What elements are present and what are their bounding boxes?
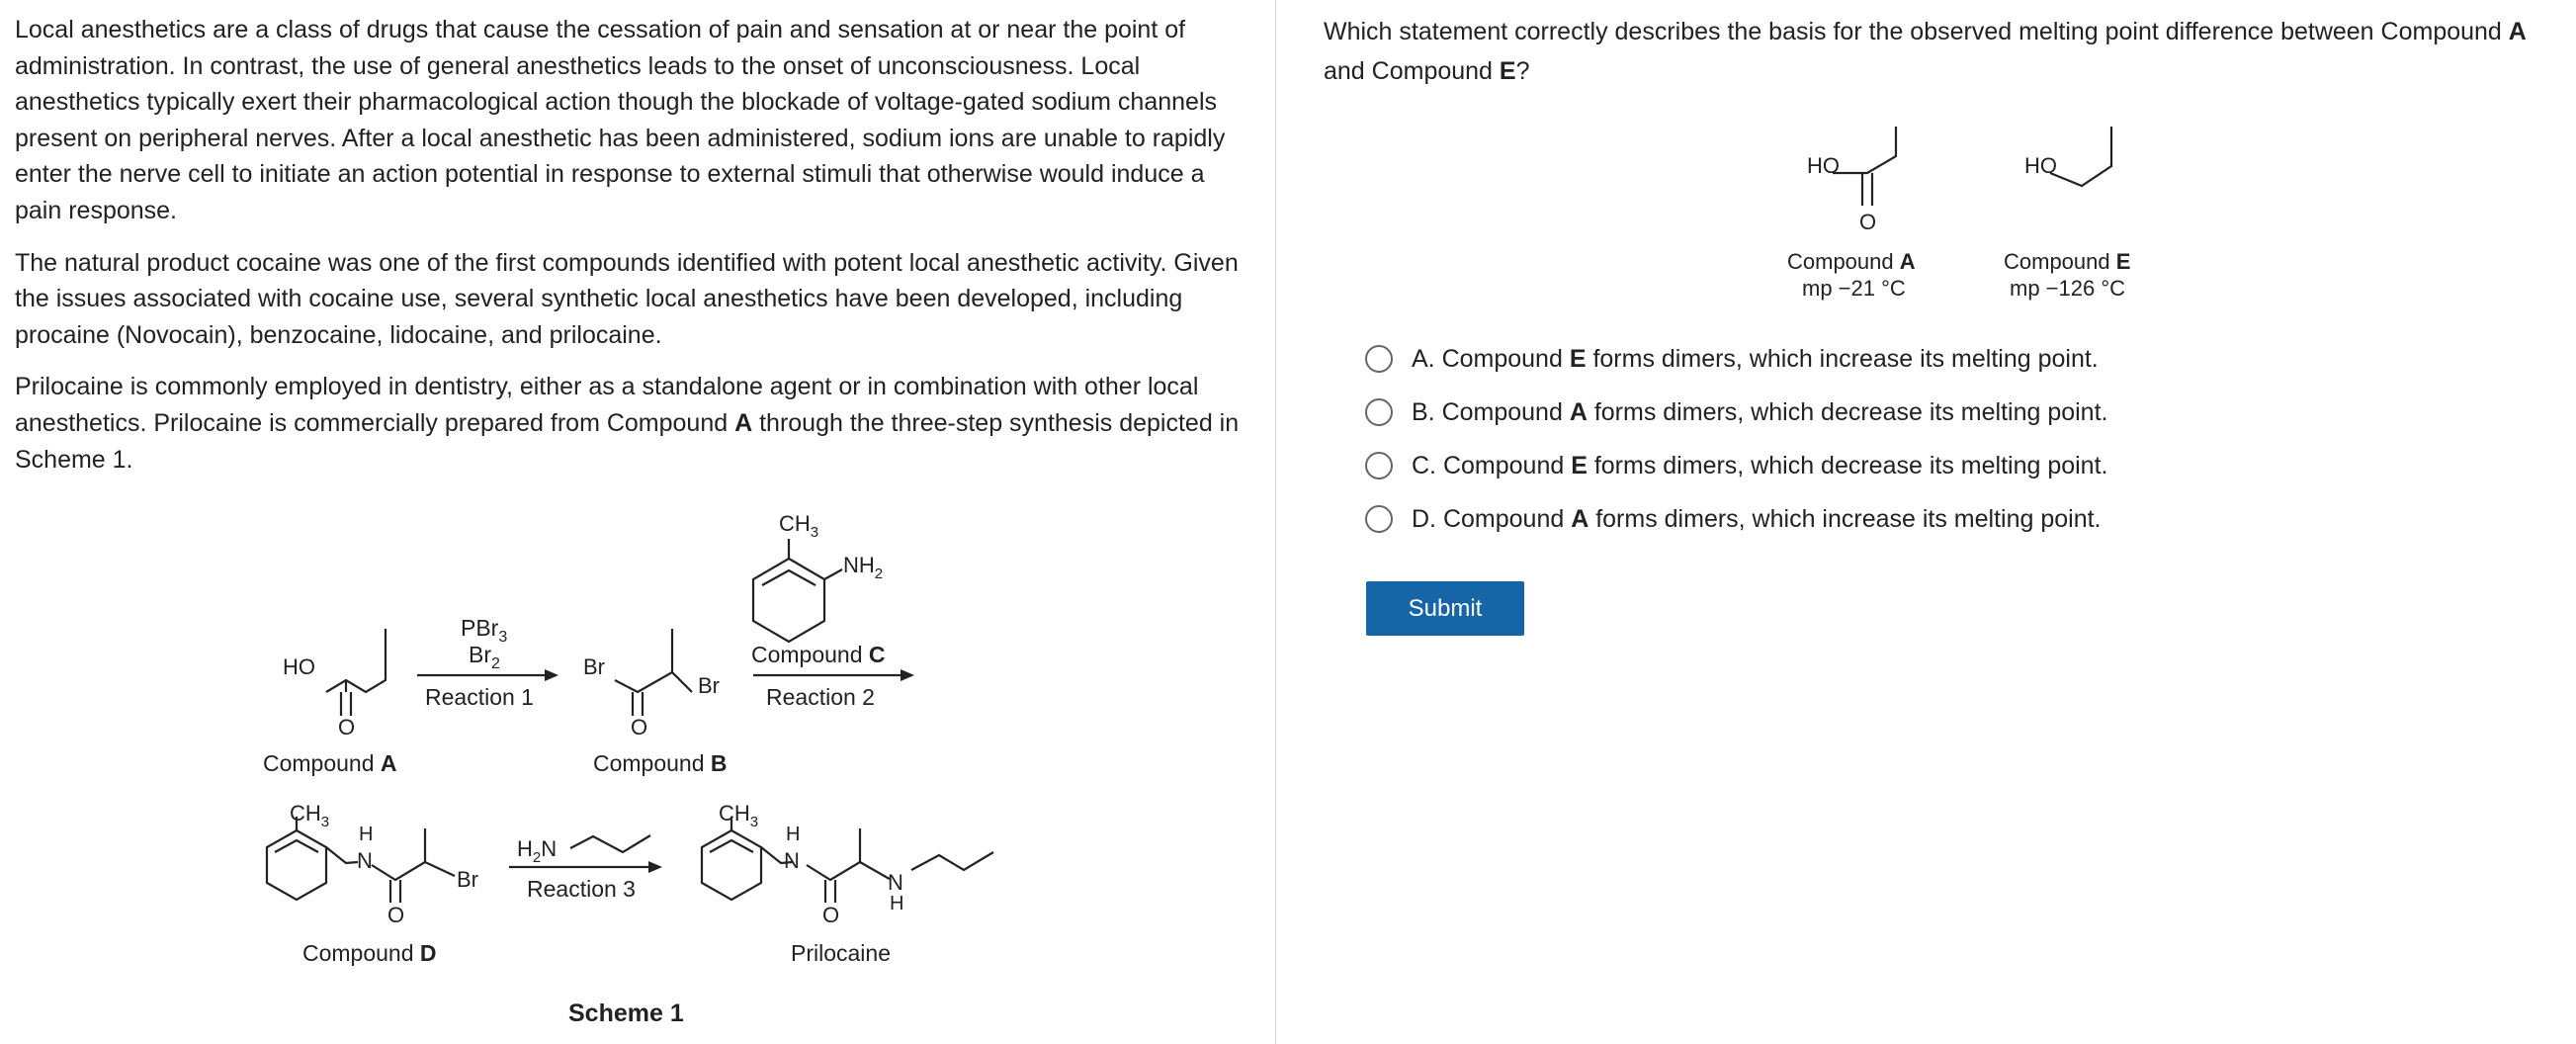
- choice-c-text: C. Compound E forms dimers, which decrease its melting point.: [1412, 451, 2108, 479]
- br-label: Br: [457, 867, 478, 892]
- scheme-1-figure: [0, 0, 1275, 1044]
- passage-panel: [0, 0, 1276, 1044]
- carbonyl-o-label: O: [1859, 210, 1877, 234]
- compound-a-figure: [1787, 127, 1916, 301]
- compound-b-label: Compound B: [593, 750, 728, 776]
- n-label: N: [357, 848, 373, 873]
- prilocaine-label: Prilocaine: [791, 940, 891, 966]
- nh2-label: $NH_2$: [843, 553, 884, 582]
- pbr3-reagent: PBr$_3$: [461, 615, 508, 646]
- submit-button[interactable]: Submit: [1366, 581, 1524, 636]
- reaction-1-label: Reaction 1: [425, 684, 534, 710]
- choice-b-text: B. Compound A forms dimers, which decrease its melting point.: [1412, 397, 2108, 426]
- ho-label: HO: [2024, 153, 2057, 178]
- ch3-label: $CH_3$: [290, 801, 330, 830]
- ch3-label: $CH_3$: [719, 801, 759, 830]
- n-label: N: [784, 848, 800, 873]
- scheme-title: Scheme 1: [568, 1000, 684, 1027]
- passage-paragraph-1: Local anesthetics are a class of drugs that cause the cessation of pain and sensation at or near the point of administration. In contrast, the use of general anesthetics leads to the onset of unconsciousness. Local anesthetics typically exert their pharmacological action though the blockade of voltage-gated sodium channels present on peripheral nerves. After a local anesthetic has been administered, sodium ions are unable to rapidly enter the nerve cell to initiate an action potential in response to external stimuli that otherwise would induce a pain response.: [15, 16, 1226, 224]
- compound-c-structure: [751, 511, 886, 667]
- choice-a-text: A. Compound E forms dimers, which increase its melting point.: [1412, 344, 2099, 373]
- br-label-right: Br: [698, 673, 720, 698]
- compound-a-label: Compound A: [263, 750, 397, 776]
- choice-b[interactable]: [1365, 392, 2107, 432]
- choice-d[interactable]: [1365, 499, 2102, 539]
- h-label: H: [359, 824, 374, 845]
- h-label-2: H: [890, 893, 904, 914]
- br2-reagent: $Br_2$: [469, 642, 500, 672]
- h-label: H: [786, 824, 801, 845]
- n-label-2: N: [888, 870, 903, 895]
- carbonyl-o-label: O: [631, 715, 648, 740]
- compound-b-structure: [583, 629, 728, 776]
- reaction-2-arrow: [753, 669, 914, 710]
- choice-c[interactable]: [1365, 446, 2107, 485]
- reaction-2-label: Reaction 2: [766, 684, 875, 710]
- carbonyl-o-label: O: [387, 903, 405, 927]
- reaction-3-arrow: [509, 835, 662, 902]
- question-stem: Which statement correctly describes the basis for the observed melting point difference between Compound A and Compound E?: [1324, 18, 2527, 85]
- compound-a-mp: mp −21 °C: [1802, 276, 1906, 301]
- choice-d-radio[interactable]: [1365, 505, 1393, 533]
- compound-a-label: Compound A: [1787, 249, 1916, 274]
- passage-paragraph-2: The natural product cocaine was one of the first compounds identified with potent local anesthetic activity. Given the issues associated with cocaine use, several synthetic local anesthetics have been developed, including procaine (Novocain), benzocaine, lidocaine, and prilocaine.: [15, 248, 1239, 349]
- compound-e-mp: mp −126 °C: [2010, 276, 2126, 301]
- prilocaine-structure: [702, 801, 993, 966]
- question-panel: [1276, 0, 2576, 1044]
- compound-e-label: Compound E: [2004, 249, 2131, 274]
- h2n-reagent: $H_2N$: [517, 836, 558, 866]
- passage-paragraph-3: Prilocaine is commonly employed in dentistry, either as a standalone agent or in combination with other local anesthetics. Prilocaine is commercially prepared from Compound A through the three-step synthesis depicted in Scheme 1.: [15, 373, 1240, 474]
- compound-d-label: Compound D: [302, 940, 437, 966]
- choice-b-radio[interactable]: [1365, 398, 1393, 426]
- compound-e-figure: [2004, 127, 2130, 301]
- carbonyl-o-label: O: [338, 715, 356, 740]
- ch3-label: $CH_3$: [779, 511, 819, 541]
- compound-d-structure: [267, 801, 478, 966]
- question-figure: [1276, 0, 2576, 316]
- compound-c-label: Compound C: [751, 642, 886, 667]
- choice-a[interactable]: [1365, 339, 2099, 379]
- carbonyl-o-label: O: [822, 903, 840, 927]
- compound-a-structure: [263, 629, 397, 776]
- choice-c-radio[interactable]: [1365, 452, 1393, 479]
- ho-label: HO: [283, 654, 315, 679]
- br-label-left: Br: [583, 654, 605, 679]
- choice-a-radio[interactable]: [1365, 345, 1393, 373]
- reaction-3-label: Reaction 3: [527, 876, 636, 902]
- choice-d-text: D. Compound A forms dimers, which increase its melting point.: [1412, 504, 2102, 533]
- reaction-1-arrow: [417, 615, 558, 710]
- ho-label: HO: [1807, 153, 1840, 178]
